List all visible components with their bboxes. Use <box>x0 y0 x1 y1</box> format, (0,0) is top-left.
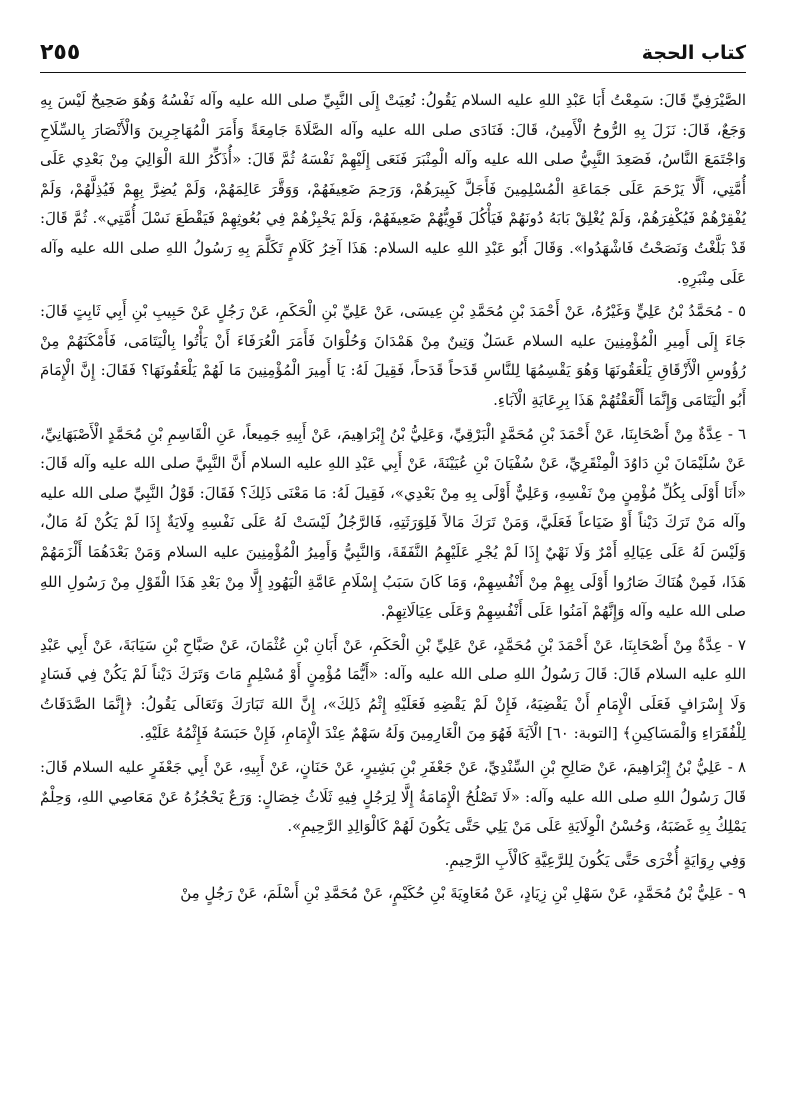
hadith-4-continuation: الصَّيْرَفِيِّ قَالَ: سَمِعْتُ أَبَا عَبْدِ اللهِ عليه السلام يَقُولُ: نُعِيَتْ إِلَى النَّبِيِّ صلى الله عليه وآله نَفْسُهُ وَهُوَ صَحِيحٌ لَيْسَ بِهِ وَجَعٌ، قَالَ: نَزَلَ بِهِ الرُّوحُ الْأَمِينُ، قَالَ: فَنَادَى صلى الله عليه وآله الصَّلَاةَ جَامِعَةً وَأَمَرَ الْمُهَاجِرِينَ وَالْأَنْصَارَ بِالسِّلَاحِ وَاجْتَمَعَ النَّاسُ، فَصَعِدَ النَّبِيُّ صلى الله عليه وآله الْمِنْبَرَ فَنَعَى إِلَيْهِمْ نَفْسَهُ ثُمَّ قَالَ: «أُذَكِّرُ اللهَ الْوَالِيَ مِنْ بَعْدِي عَلَى أُمَّتِي، أَلَّا يَرْحَمَ عَلَى جَمَاعَةِ الْمُسْلِمِينَ فَأَجَلَّ كَبِيرَهُمْ، وَرَحِمَ ضَعِيفَهُمْ، وَوَقَّرَ عَالِمَهُمْ، وَلَمْ يُضِرَّ بِهِمْ فَيُذِلَّهُمْ، وَلَمْ يُفْقِرْهُمْ فَيُكْفِرَهُمْ، وَلَمْ يُغْلِقْ بَابَهُ دُونَهُمْ فَيَأْكُلَ قَوِيُّهُمْ ضَعِيفَهُمْ، وَلَمْ يَخْبِزْهُمْ فِي بُعُوثِهِمْ فَيَقْطَعَ نَسْلَ أُمَّتِي». ثُمَّ قَالَ: قَدْ بَلَّغْتُ وَنَصَحْتُ فَاشْهَدُوا». وَقَالَ أَبُو عَبْدِ اللهِ عليه السلام: هَذَا آخِرُ كَلَامٍ تَكَلَّمَ بِهِ رَسُولُ اللهِ صلى الله عليه وآله عَلَى مِنْبَرِهِ. <box>40 91 746 287</box>
book-title: كتاب الحجة <box>641 42 746 64</box>
hadith-8: ٨ - عَلِيُّ بْنُ إِبْرَاهِيمَ، عَنْ صَالِحِ بْنِ السِّنْدِيِّ، عَنْ جَعْفَرِ بْنِ بَشِيرٍ، عَنْ حَنَانٍ، عَنْ أَبِيهِ، عَنْ أَبِي جَعْفَرٍ عليه السلام قَالَ: قَالَ رَسُولُ اللهِ صلى الله عليه وآله: «لَا تَصْلُحُ الْإِمَامَةُ إِلَّا لِرَجُلٍ فِيهِ ثَلَاثُ خِصَالٍ: وَرَعٌ يَحْجُزُهُ عَنْ مَعَاصِي اللهِ، وَحِلْمٌ يَمْلِكُ بِهِ غَضَبَهُ، وَحُسْنُ الْوِلَايَةِ عَلَى مَنْ يَلِي حَتَّى يَكُونَ لَهُمْ كَالْوَالِدِ الرَّحِيمِ». <box>40 758 746 836</box>
header-rule <box>40 72 746 73</box>
hadith-9-start: ٩ - عَلِيُّ بْنُ مُحَمَّدٍ، عَنْ سَهْلِ بْنِ زِيَادٍ، عَنْ مُعَاوِيَةَ بْنِ حُكَيْمٍ، عَنْ مُحَمَّدِ بْنِ أَسْلَمَ، عَنْ رَجُلٍ مِنْ <box>180 884 746 903</box>
running-header <box>40 40 746 65</box>
hadith-5: ٥ - مُحَمَّدُ بْنُ عَلِيٍّ وَغَيْرُهُ، عَنْ أَحْمَدَ بْنِ مُحَمَّدِ بْنِ عِيسَى، عَنْ عَلِيِّ بْنِ الْحَكَمِ، عَنْ رَجُلٍ عَنْ حَبِيبِ بْنِ أَبِي ثَابِتٍ قَالَ: جَاءَ إِلَى أَمِيرِ الْمُؤْمِنِينَ عليه السلام عَسَلٌ وَتِينٌ مِنْ هَمْدَانَ وَحُلْوَانَ فَأَمَرَ الْعُرَفَاءَ أَنْ يَأْتُوا بِالْيَتَامَى، فَأَمْكَنَهُمْ مِنْ رُؤُوسِ الْأَزْقَاقِ يَلْعَقُونَهَا وَهُوَ يَقْسِمُهَا لِلنَّاسِ قَدَحاً قَدَحاً، فَقِيلَ لَهُ: يَا أَمِيرَ الْمُؤْمِنِينَ مَا لَهُمْ يَلْعَقُونَهَا؟ فَقَالَ: إِنَّ الْإِمَامَ أَبُو الْيَتَامَى وَإِنَّمَا أَلْعَقْتُهُمْ هَذَا بِرِعَايَةِ الْآبَاءِ. <box>40 302 746 409</box>
page-number: ٢٥٥ <box>40 40 81 65</box>
hadith-7: ٧ - عِدَّةٌ مِنْ أَصْحَابِنَا، عَنْ أَحْمَدَ بْنِ مُحَمَّدٍ، عَنْ عَلِيِّ بْنِ الْحَكَمِ، عَنْ أَبَانِ بْنِ عُثْمَانَ، عَنْ صَبَّاحِ بْنِ سَيَابَةَ، عَنْ أَبِي عَبْدِ اللهِ عليه السلام قَالَ: قَالَ رَسُولُ اللهِ صلى الله عليه وآله: «أَيُّمَا مُؤْمِنٍ أَوْ مُسْلِمٍ مَاتَ وَتَرَكَ دَيْناً لَمْ يَكُنْ فِي فَسَادٍ وَلَا إِسْرَافٍ فَعَلَى الْإِمَامِ أَنْ يَقْضِيَهُ، فَإِنْ لَمْ يَقْضِهِ فَعَلَيْهِ إِثْمُ ذَلِكَ»، إِنَّ اللهَ تَبَارَكَ وَتَعَالَى يَقُولُ: ﴿إِنَّمَا الصَّدَقَاتُ لِلْفُقَرَاءِ وَالْمَسَاكِينِ﴾ [التوبة: ٦٠] الْآيَةَ فَهُوَ مِنَ الْغَارِمِينَ وَلَهُ سَهْمٌ عِنْدَ الْإِمَامِ، فَإِنْ حَبَسَهُ فَإِثْمُهُ عَلَيْهِ. <box>40 635 746 743</box>
hadith-8-variant: وَفِي رِوَايَةٍ أُخْرَى حَتَّى يَكُونَ لِلرَّعِيَّةِ كَالْأَبِ الرَّحِيمِ. <box>444 850 746 869</box>
page-body <box>40 86 746 909</box>
hadith-6: ٦ - عِدَّةٌ مِنْ أَصْحَابِنَا، عَنْ أَحْمَدَ بْنِ مُحَمَّدٍ الْبَرْقِيِّ، وَعَلِيُّ بْنُ إِبْرَاهِيمَ، عَنْ أَبِيهِ جَمِيعاً، عَنِ الْقَاسِمِ بْنِ مُحَمَّدٍ الْأَصْبَهَانِيِّ، عَنْ سُلَيْمَانَ بْنِ دَاوُدَ الْمِنْقَرِيِّ، عَنْ سُفْيَانَ بْنِ عُيَيْنَةَ، عَنْ أَبِي عَبْدِ اللهِ عليه السلام أَنَّ النَّبِيَّ صلى الله عليه وآله قَالَ: «أَنَا أَوْلَى بِكُلِّ مُؤْمِنٍ مِنْ نَفْسِهِ، وَعَلِيٌّ أَوْلَى بِهِ مِنْ بَعْدِي»، فَقِيلَ لَهُ: مَا مَعْنَى ذَلِكَ؟ فَقَالَ: قَوْلُ النَّبِيِّ صلى الله عليه وآله مَنْ تَرَكَ دَيْناً أَوْ ضَيَاعاً فَعَلَيَّ، وَمَنْ تَرَكَ مَالاً فَلِوَرَثَتِهِ، فَالرَّجُلُ لَيْسَتْ لَهُ عَلَى نَفْسِهِ وِلَايَةٌ إِذَا لَمْ يَكُنْ لَهُ مَالٌ، وَلَيْسَ لَهُ عَلَى عِيَالِهِ أَمْرٌ وَلَا نَهْيٌ إِذَا لَمْ يُجْرِ عَلَيْهِمُ النَّفَقَةَ، وَالنَّبِيُّ وَأَمِيرُ الْمُؤْمِنِينَ عليه السلام وَمَنْ بَعْدَهُمَا أَلْزَمَهُمْ هَذَا، فَمِنْ هُنَاكَ صَارُوا أَوْلَى بِهِمْ مِنْ أَنْفُسِهِمْ، وَمَا كَانَ سَبَبُ إِسْلَامِ عَامَّةِ الْيَهُودِ إِلَّا مِنْ بَعْدِ هَذَا الْقَوْلِ مِنْ رَسُولِ اللهِ صلى الله عليه وآله وَإِنَّهُمْ آمَنُوا عَلَى أَنْفُسِهِمْ وَعَلَى عِيَالَاتِهِمْ. <box>40 424 746 621</box>
